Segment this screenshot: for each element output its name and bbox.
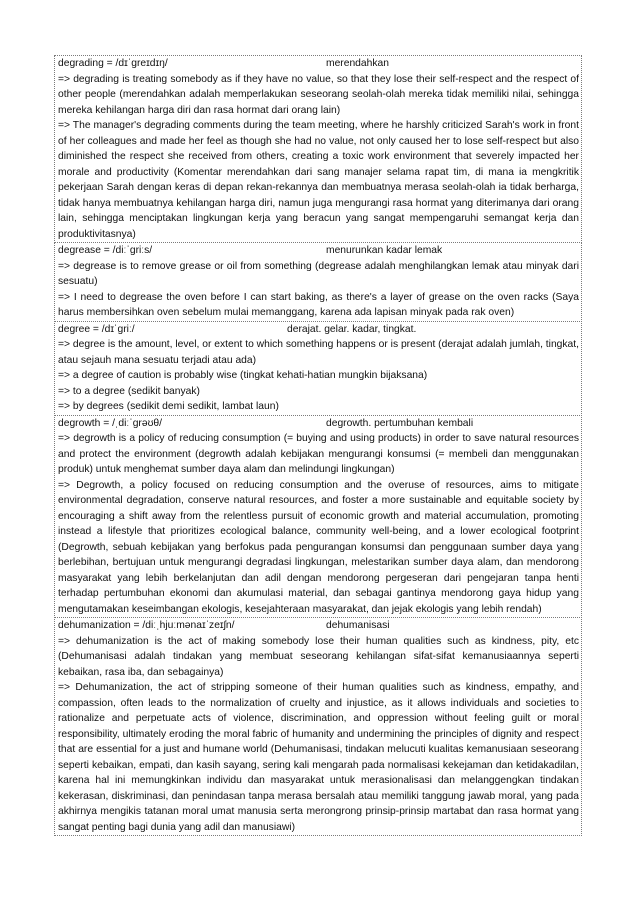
- entry-header: [58, 416, 579, 432]
- entry-translation: merendahkan: [326, 58, 389, 69]
- entry-header: [58, 243, 579, 259]
- entry-translation: degrowth. pertumbuhan kembali: [326, 417, 474, 429]
- entry-definition: => dehumanization is the act of making somebody lose their human qualities such as kindness, pity, etc (Dehumanisasi adalah tindakan yang membuat seseorang kehilangan sifat-sifat kemanusiaannya seperti kebaikan, rasa iba, dan sebagainya): [58, 635, 579, 678]
- entry-dehumanization: [54, 617, 582, 836]
- entry-header: [58, 56, 579, 72]
- entry-definition: => degrease is to remove grease or oil from something (degrease adalah menghilangkan lemak atau minyak dari sesuatu): [58, 260, 579, 287]
- entry-translation: dehumanisasi: [326, 620, 390, 631]
- entry-degree: [54, 321, 582, 416]
- entry-example: => The manager's degrading comments during the team meeting, where he harshly criticized Sarah's work in front of her colleagues and made her feel as though she had no value, not only caused her to lose self-respect but also diminished the respect she received from others, creating a toxic work environment that severely impacted her morale and productivity (Komentar merendahkan dari sang manajer selama rapat tim, di mana ia mengkritik pekerjaan Sarah dengan keras di depan rekan-rekannya dan membuatnya merasa seolah-olah ia tidak berharga, tidak hanya membuatnya kehilangan harga diri, namun juga mengurangi rasa hormat yang diterimanya dari orang lain, sehingga menciptakan lingkungan kerja yang beracun yang sangat mempengaruhi semangat kerja dan produktivitasnya): [58, 120, 579, 240]
- entry-term: degree = /dɪˈɡriː/: [58, 323, 135, 335]
- entry-definition: => degrading is treating somebody as if they have no value, so that they lose their self-respect and the respect of other people (merendahkan adalah memperlakukan seseorang seolah-olah mereka tidak memiliki nilai, sehingga mereka kehilangan harga diri dan rasa hormat dari orang lain): [58, 73, 579, 116]
- entry-example: => I need to degrease the oven before I can start baking, as there's a layer of grease on the oven racks (Saya harus membersihkan oven sebelum mulai memanggang, karena ada lapisan minyak pada rak oven): [58, 291, 579, 318]
- entry-term: degrowth = /ˌdiːˈɡrəʊθ/: [58, 417, 163, 429]
- entry-degrowth: [54, 415, 582, 619]
- entry-translation: menurunkan kadar lemak: [326, 245, 443, 256]
- entry-phrase: => by degrees (sedikit demi sedikit, lambat laun): [58, 401, 279, 412]
- entry-header: [58, 618, 579, 634]
- entry-definition: => degrowth is a policy of reducing consumption (= buying and using products) in order to save natural resources and protect the environment (degrowth adalah kebijakan mengurangi konsumsi (= membeli dan menggunakan produk) untuk menghemat sumber daya alam dan melindungi lingkungan): [58, 433, 579, 475]
- entry-term: degrease = /diːˈɡriːs/: [58, 245, 153, 256]
- entry-example: => a degree of caution is probably wise (tingkat kehati-hatian mungkin bijaksana): [58, 370, 428, 381]
- entry-term: dehumanization = /diːˌhjuːmənaɪˈzeɪʃn/: [58, 620, 235, 631]
- glossary-document: [54, 56, 582, 836]
- entry-degrease: [54, 242, 582, 322]
- entry-translation: derajat. gelar. kadar, tingkat.: [287, 323, 417, 335]
- entry-header: [58, 322, 579, 338]
- entry-phrase: => to a degree (sedikit banyak): [58, 385, 200, 397]
- entry-degrading: [54, 55, 582, 243]
- entry-definition: => degree is the amount, level, or extent to which something happens or is present (derajat adalah jumlah, tingkat, atau sejauh mana sesuatu terjadi atau ada): [58, 339, 579, 366]
- entry-term: degrading = /dɪˈɡreɪdɪŋ/: [58, 58, 168, 69]
- entry-example: => Degrowth, a policy focused on reducing consumption and the overuse of resources, aims to mitigate environmental degradation, conserve natural resources, and foster a more sustainable and equitable society by encouraging a shift away from the relentless pursuit of economic growth and material accumulation, promoting instead a lifestyle that prioritizes ecological balance, community well-being, and a lower ecological footprint (Degrowth, sebuah kebijakan yang berfokus pada pengurangan konsumsi dan penggunaan sumber daya yang berlebihan, bertujuan untuk mengurangi degradasi lingkungan, melestarikan sumber daya alam, dan mendorong masyarakat yang lebih berkelanjutan dan adil dengan mendorong pergeseran dari pengejaran tanpa henti terhadap pertumbuhan ekonomi dan akumulasi material, dan sebagai gantinya mendorong gaya hidup yang mengutamakan keseimbangan ekologis, kesejahteraan masyarakat, dan jejak ekologis yang lebih rendah): [58, 479, 579, 615]
- entry-example: => Dehumanization, the act of stripping someone of their human qualities such as kindness, empathy, and compassion, often leads to the normalization of cruelty and injustice, as it allows individuals and societies to rationalize and perpetuate acts of violence, discrimination, and oppression without feeling guilt or moral responsibility, ultimately eroding the moral fabric of humanity and undermining the principles of dignity and respect that are essential for a just and humane world (Dehumanisasi, tindakan melucuti kualitas kemanusiaan seseorang seperti kebaikan, empati, dan kasih sayang, sering kali mengarah pada normalisasi kekejaman dan ketidakadilan, karena hal ini memungkinkan individu dan masyarakat untuk merasionalisasi dan melanggengkan tindakan kekerasan, diskriminasi, dan penindasan tanpa merasa bersalah atau memiliki tanggung jawab moral, yang pada akhirnya mengikis tatanan moral umat manusia serta merongrong prinsip-prinsip martabat dan rasa hormat yang sangat penting bagi dunia yang adil dan manusiawi): [58, 682, 579, 833]
